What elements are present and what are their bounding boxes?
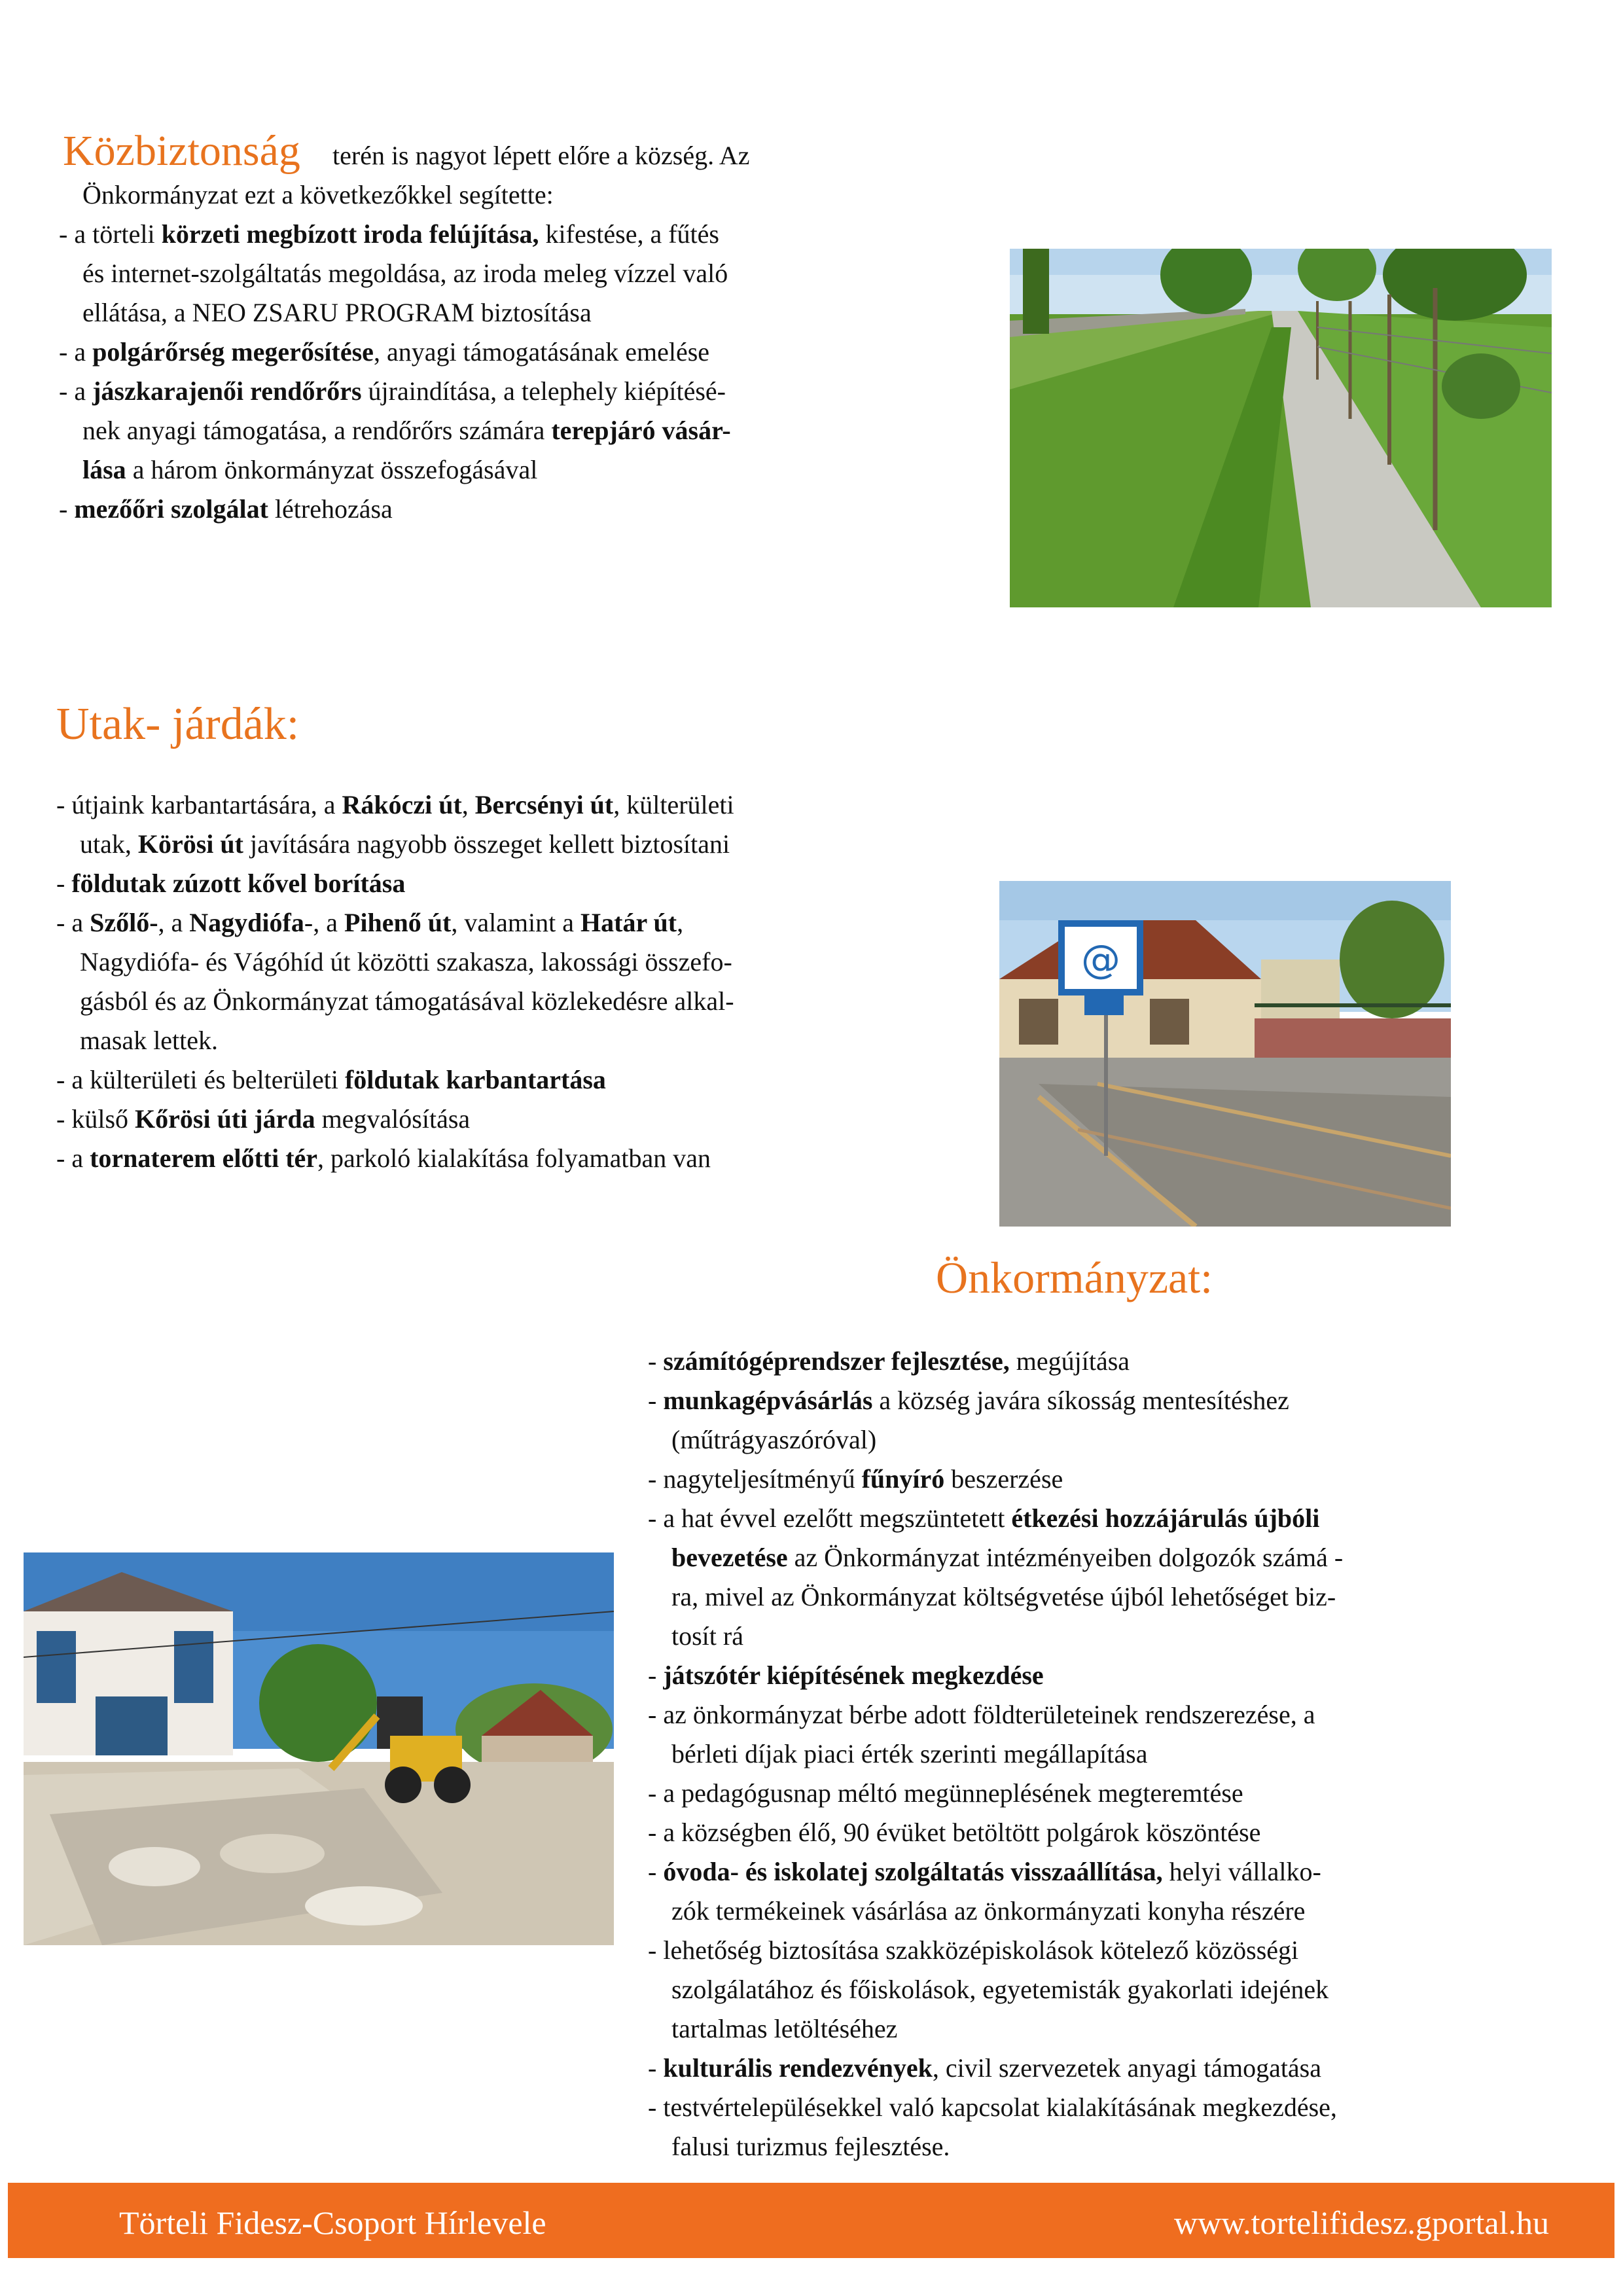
text-segment: helyi vállalko- — [1162, 1857, 1321, 1886]
bold-text: Körösi út — [137, 829, 243, 859]
bold-text: Határ út — [580, 908, 677, 937]
text-segment: , parkoló kialakítása folyamatban van — [317, 1143, 711, 1173]
utak-line — [56, 864, 959, 903]
text-segment: falusi turizmus fejlesztése. — [671, 2132, 950, 2161]
text-segment: a községben élő, 90 évüket betöltött polgárok köszöntése — [663, 1818, 1261, 1847]
bold-text: terepjáró vásár- — [551, 416, 731, 445]
text-segment: , — [461, 790, 475, 819]
bold-text: lása — [82, 455, 126, 484]
text-segment: - — [59, 337, 75, 367]
text-segment: - — [56, 1143, 72, 1173]
kozbiztonsag-line — [59, 175, 942, 215]
onkormanyzat-line — [648, 1970, 1564, 2009]
utak-line — [56, 1100, 959, 1139]
onkormanyzat-line — [648, 1381, 1564, 1420]
utak-line — [56, 1021, 959, 1060]
bold-text: játszótér kiépítésének megkezdése — [663, 1660, 1044, 1690]
text-segment: szolgálatához és főiskolások, egyetemisták gyakorlati idejének — [671, 1975, 1329, 2004]
text-segment: beszerzése — [944, 1464, 1063, 1494]
bold-text: munkagépvásárlás — [663, 1386, 873, 1415]
text-segment: megvalósítása — [315, 1104, 471, 1134]
footer-title: Törteli Fidesz-Csoport Hírlevele — [119, 2204, 546, 2241]
kozbiztonsag-line — [59, 215, 942, 254]
text-segment: külső — [71, 1104, 135, 1134]
utak-line — [56, 903, 959, 942]
text-segment: a — [74, 337, 93, 367]
text-segment: a három önkormányzat összefogásával — [126, 455, 538, 484]
text-segment: , anyagi támogatásának emelése — [373, 337, 710, 367]
bold-text: óvoda- és iskolatej szolgáltatás visszaállítása, — [663, 1857, 1163, 1886]
text-segment: - — [59, 376, 75, 406]
text-segment: , a — [158, 908, 190, 937]
onkormanyzat-line — [648, 2127, 1564, 2166]
text-segment: - — [648, 1818, 664, 1847]
text-segment: a — [71, 908, 90, 937]
utak-line — [56, 1139, 959, 1178]
bold-text: jászkarajenői rendőrőrs — [92, 376, 362, 406]
onkormanyzat-line — [648, 1734, 1564, 1774]
text-segment: a hat évvel ezelőtt megszüntetett — [663, 1503, 1012, 1533]
text-segment: (műtrágyaszóróval) — [671, 1425, 877, 1454]
text-segment: javítására nagyobb összeget kellett biztosítani — [243, 829, 730, 859]
text-segment: Önkormányzat ezt a következőkkel segítette: — [82, 180, 554, 209]
text-segment: - — [56, 1104, 72, 1134]
onkormanyzat-line — [648, 1460, 1564, 1499]
onkormanyzat-line — [648, 2049, 1564, 2088]
text-segment: - — [648, 1700, 664, 1729]
bold-text: bevezetése — [671, 1543, 788, 1572]
bold-text: Rákóczi út — [342, 790, 462, 819]
utak-text — [56, 785, 959, 1178]
text-segment: - — [648, 1464, 664, 1494]
bold-text: mezőőri szolgálat — [74, 494, 268, 524]
kozbiztonsag-line — [59, 450, 942, 490]
text-segment: újraindítása, a telephely kiépítésé- — [361, 376, 726, 406]
text-segment: tosít rá — [671, 1621, 743, 1651]
text-segment: a pedagógusnap méltó megünneplésének megteremtése — [663, 1778, 1243, 1808]
text-segment: - — [56, 869, 72, 898]
text-segment: és internet-szolgáltatás megoldása, az iroda meleg vízzel való — [82, 259, 728, 288]
text-segment: - — [648, 2092, 664, 2122]
bold-text: étkezési hozzájárulás újbóli — [1011, 1503, 1320, 1533]
bold-text: kulturális rendezvények — [663, 2053, 933, 2083]
utak-line — [56, 825, 959, 864]
kozbiztonsag-line — [59, 254, 942, 293]
footer-bar — [8, 2183, 1614, 2258]
text-segment: - — [648, 1660, 664, 1690]
bold-text: Nagydiófa — [189, 908, 304, 937]
text-segment: megújítása — [1009, 1346, 1130, 1376]
onkormanyzat-line — [648, 1577, 1564, 1617]
kozbiztonsag-line — [59, 490, 942, 529]
text-segment: - — [648, 1935, 664, 1965]
text-segment: az Önkormányzat intézményeiben dolgozók számá - — [787, 1543, 1344, 1572]
text-segment: - — [56, 908, 72, 937]
at-sign-icon: @ — [1081, 937, 1120, 982]
text-segment: gásból és az Önkormányzat támogatásával közlekedésre alkal- — [80, 986, 734, 1016]
text-segment: bérleti díjak piaci érték szerinti megállapítása — [671, 1739, 1148, 1768]
text-segment: - — [648, 1857, 664, 1886]
text-segment: - — [648, 2053, 664, 2083]
text-segment: masak lettek. — [80, 1026, 219, 1055]
utak-heading: Utak- járdák: — [56, 699, 300, 749]
onkormanyzat-line — [648, 1852, 1564, 1892]
building-sign-photo — [999, 881, 1451, 1227]
text-segment: , külterületi — [613, 790, 734, 819]
text-segment: ra, mivel az Önkormányzat költségvetése újból lehetőséget biz- — [671, 1582, 1336, 1611]
onkormanyzat-line — [648, 2009, 1564, 2049]
kozbiztonsag-line — [59, 411, 942, 450]
text-segment: - — [648, 1386, 664, 1415]
text-segment: terén is nagyot lépett előre a község. Az — [332, 141, 750, 170]
text-segment: - — [648, 1346, 664, 1376]
text-segment: - — [648, 1503, 664, 1533]
onkormanyzat-line — [648, 1892, 1564, 1931]
onkormanyzat-line — [648, 1617, 1564, 1656]
construction-photo — [24, 1552, 614, 1945]
onkormanyzat-line — [648, 1813, 1564, 1852]
text-segment: , valamint a — [451, 908, 581, 937]
text-segment: tartalmas letöltéséhez — [671, 2014, 898, 2043]
bold-text: fűnyíró — [861, 1464, 945, 1494]
onkormanyzat-text — [648, 1342, 1564, 2166]
kozbiztonsag-line — [59, 332, 942, 372]
text-segment: a — [74, 376, 93, 406]
onkormanyzat-heading: Önkormányzat: — [936, 1253, 1213, 1302]
kozbiztonsag-line — [59, 293, 942, 332]
onkormanyzat-line — [648, 1656, 1564, 1695]
kozbiztonsag-heading: Közbiztonság — [63, 127, 300, 175]
onkormanyzat-line — [648, 1695, 1564, 1734]
text-segment: nagyteljesítményű — [663, 1464, 862, 1494]
bold-text: Pihenő út — [344, 908, 452, 937]
text-segment: , civil szervezetek anyagi támogatása — [932, 2053, 1322, 2083]
bold-text: Szőlő- — [90, 908, 158, 937]
bold-text: számítógéprendszer fejlesztése, — [663, 1346, 1010, 1376]
text-segment: kifestése, a fűtés — [539, 219, 719, 249]
kozbiztonsag-text — [59, 136, 942, 529]
text-segment: - — [648, 1778, 664, 1808]
text-segment: utak, — [80, 829, 138, 859]
bold-text: körzeti megbízott iroda felújítása, — [161, 219, 539, 249]
text-segment: nek anyagi támogatása, a rendőrőrs számára — [82, 416, 552, 445]
onkormanyzat-line — [648, 1774, 1564, 1813]
text-segment: ellátása, a NEO ZSARU PROGRAM biztosítása — [82, 298, 592, 327]
utak-line — [56, 785, 959, 825]
utak-line — [56, 982, 959, 1021]
bold-text: tornaterem előtti tér — [90, 1143, 318, 1173]
text-segment: lehetőség biztosítása szakközépiskolások kötelező közösségi — [663, 1935, 1299, 1965]
bold-text: Bercsényi út — [474, 790, 614, 819]
text-segment: testvértelepülésekkel való kapcsolat kialakításának megkezdése, — [663, 2092, 1337, 2122]
text-segment: - — [56, 790, 72, 819]
text-segment: zók termékeinek vásárlása az önkormányzati konyha részére — [671, 1896, 1306, 1926]
onkormanyzat-line — [648, 1538, 1564, 1577]
text-segment: -, a — [304, 908, 344, 937]
text-segment: Nagydiófa- és Vágóhíd út közötti szakasza, lakossági összefo- — [80, 947, 732, 977]
text-segment: az önkormányzat bérbe adott földterületeinek rendszerezése, a — [663, 1700, 1315, 1729]
text-segment: a törteli — [74, 219, 162, 249]
kozbiztonsag-line — [59, 136, 942, 175]
text-segment: a külterületi és belterületi — [71, 1065, 345, 1094]
text-segment: létrehozása — [268, 494, 393, 524]
utak-line — [56, 942, 959, 982]
onkormanyzat-line — [648, 2088, 1564, 2127]
onkormanyzat-line — [648, 1499, 1564, 1538]
sidewalk-photo — [1010, 249, 1552, 607]
bold-text: földutak karbantartása — [344, 1065, 606, 1094]
text-segment: útjaink karbantartására, a — [71, 790, 342, 819]
onkormanyzat-line — [648, 1420, 1564, 1460]
text-segment: - — [59, 494, 75, 524]
text-segment: a — [71, 1143, 90, 1173]
kozbiztonsag-line — [59, 372, 942, 411]
utak-line — [56, 1060, 959, 1100]
text-segment: , — [677, 908, 684, 937]
bold-text: Kőrösi úti járda — [135, 1104, 315, 1134]
text-segment: - — [59, 219, 75, 249]
text-segment: - — [56, 1065, 72, 1094]
bold-text: földutak zúzott kővel borítása — [71, 869, 406, 898]
footer-website-link[interactable]: www.tortelifidesz.gportal.hu — [1174, 2204, 1549, 2241]
onkormanyzat-line — [648, 1931, 1564, 1970]
bold-text: polgárőrség megerősítése — [92, 337, 374, 367]
onkormanyzat-line — [648, 1342, 1564, 1381]
text-segment: a község javára síkosság mentesítéshez — [872, 1386, 1289, 1415]
